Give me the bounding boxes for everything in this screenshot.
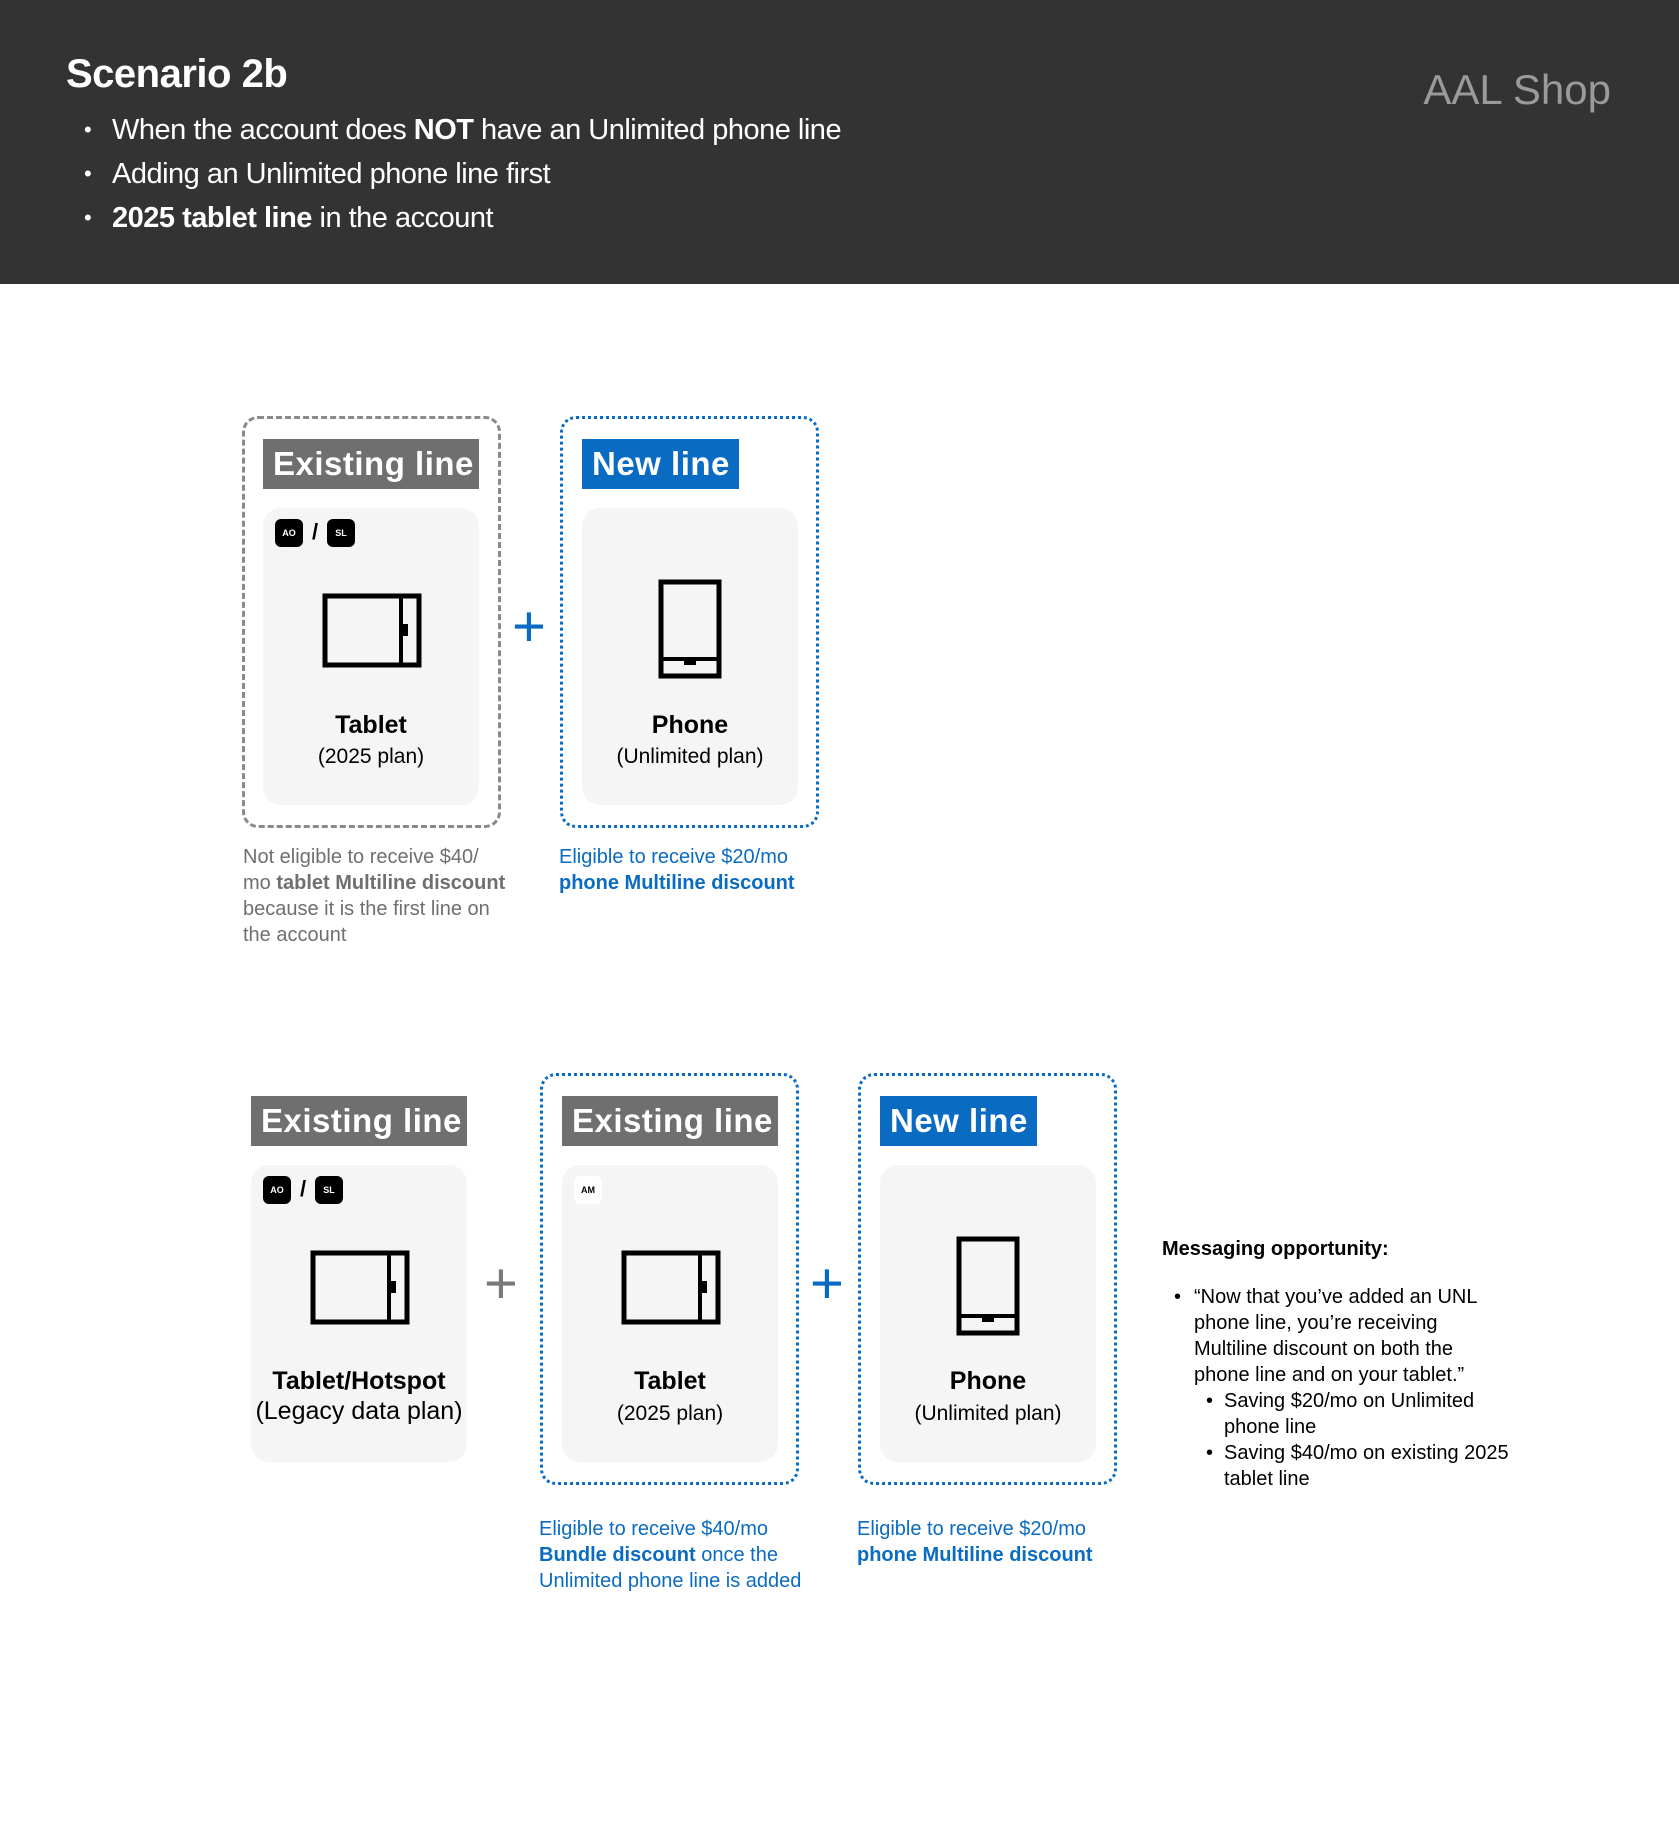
plus-icon: + [484, 1251, 518, 1316]
phone-card [880, 1165, 1096, 1462]
bullet-item: • 2025 tablet line in the account [84, 196, 841, 240]
sl-badge: SL [327, 519, 355, 547]
messaging-list [1174, 1284, 1514, 1492]
bullet-item: • Adding an Unlimited phone line first [84, 152, 841, 196]
brand-label: AAL Shop [1423, 66, 1611, 113]
card-sublabel: (2025 plan) [616, 1402, 724, 1425]
plus-icon: + [810, 1251, 844, 1316]
new-line-caption: Eligible to receive $20/mo phone Multiline discount [559, 846, 795, 894]
bullet-item: • When the account does NOT have an Unlimited phone line [84, 108, 841, 152]
ao-badge: AO [275, 519, 303, 547]
tablet-existing-line-tag: Existing line [562, 1096, 778, 1146]
am-badge: AM [574, 1176, 602, 1204]
tablet-icon [322, 593, 422, 668]
existing-line-tag: Existing line [263, 439, 479, 489]
badge-separator: / [312, 519, 319, 544]
card-label: Tablet [634, 1367, 706, 1395]
card-label: Tablet/Hotspot [272, 1367, 446, 1395]
card-label: Phone [651, 711, 729, 739]
card-sublabel: (Unlimited plan) [914, 1402, 1062, 1425]
tablet-icon [621, 1250, 721, 1325]
new-line-tag: New line [582, 439, 739, 489]
badge-separator: / [300, 1176, 307, 1201]
tablet-icon [310, 1250, 410, 1325]
card-sublabel: (Unlimited plan) [616, 745, 764, 768]
card-sublabel: (2025 plan) [317, 745, 425, 768]
phone-card [582, 508, 798, 805]
sl-badge: SL [315, 1176, 343, 1204]
page-title: Scenario 2b [66, 52, 288, 96]
card-label: Phone [949, 1367, 1027, 1395]
header [0, 0, 1679, 284]
tablet-caption: Eligible to receive $40/mo Bundle discount once the Unlimited phone line is added [539, 1518, 802, 1592]
tablet-card [562, 1165, 778, 1462]
phone-icon [658, 579, 722, 679]
messaging-title: Messaging opportunity: [1162, 1238, 1389, 1260]
scenario-bullets [84, 108, 841, 240]
phone-caption: Eligible to receive $20/mo phone Multiline discount [857, 1518, 1093, 1566]
messaging-subitem: • Saving $20/mo on Unlimited phone line [1174, 1388, 1514, 1440]
tablet-card [263, 508, 479, 805]
plus-icon: + [512, 594, 546, 659]
legacy-tablet-hotspot-card [251, 1165, 467, 1462]
messaging-quote: • “Now that you’ve added an UNL phone line, you’re receiving Multiline discount on both the phone line and on your tablet.” [1174, 1284, 1514, 1388]
card-label: Tablet [335, 711, 407, 739]
phone-icon [956, 1236, 1020, 1336]
existing-line-caption: Not eligible to receive $40/ mo tablet Multiline discount because it is the first line on the account [243, 846, 506, 946]
card-sublabel: (Legacy data plan) [255, 1397, 463, 1425]
messaging-subitem: • Saving $40/mo on existing 2025 tablet line [1174, 1440, 1514, 1492]
legacy-existing-line-tag: Existing line [251, 1096, 467, 1146]
ao-badge: AO [263, 1176, 291, 1204]
new-line-tag: New line [880, 1096, 1037, 1146]
